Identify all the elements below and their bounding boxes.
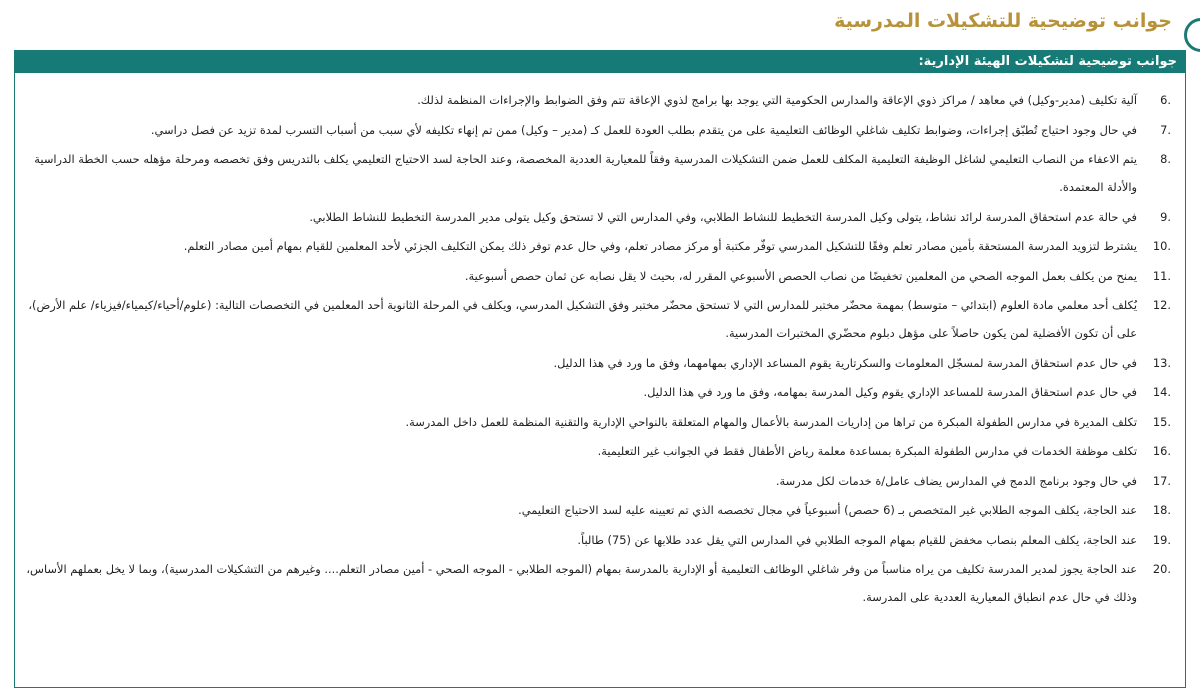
item-text: يشترط لتزويد المدرسة المستحقة بأمين مصادر تعلم وفقًا للتشكيل المدرسي توفّر مكتبة أو مركز مصادر تعلم، وفي حال عدم توفر ذلك يمكن التكليف الجزئي لأحد المعلمين للقيام بمهام أمين مصادر التعلم. (183, 239, 1137, 253)
item-number: .17 (1152, 473, 1171, 488)
item-number: .7 (1160, 122, 1171, 137)
item-number: .6 (1160, 93, 1171, 107)
item-text: يُكلف أحد معلمي مادة العلوم (ابتدائي – متوسط) بمهمة محضّر مختبر للمدارس التي لا تستحق محضّر مختبر وفق التشكيل المدرسي، ويكلف في المرحلة الثانوية أحد المعلمين في التخصصات التالية: (علوم/أحياء/كيمياء/فيزياء/ علم الأرض)، على أن تكون الأفضلية لمن يكون حاصلاً على مؤهل دبلوم محضّري المختبرات المدرسية. (28, 298, 1137, 340)
list-item (25, 378, 1171, 406)
list-item (25, 408, 1171, 436)
item-number: .19 (1152, 532, 1171, 547)
item-text: تكلف موظفة الخدمات في مدارس الطفولة المبكرة بمساعدة معلمة رياض الأطفال فقط في الجوانب غير التعليمية. (597, 444, 1137, 458)
list-item (25, 437, 1171, 465)
items-list (15, 73, 1185, 611)
item-text: يمنح من يكلف بعمل الموجه الصحي من المعلمين تخفيضًا من نصاب الحصص الأسبوعي المقرر له، بحيث لا يقل نصابه عن ثمان حصص أسبوعية. (464, 268, 1137, 283)
item-number: .18 (1152, 503, 1171, 517)
list-item (25, 262, 1171, 290)
item-number: .12 (1152, 298, 1171, 312)
list-item (25, 116, 1171, 144)
list-item (25, 232, 1171, 260)
panel-header: جوانب توضيحية لتشكيلات الهيئة الإدارية: (15, 51, 1185, 73)
item-text: في حال عدم استحقاق المدرسة لمسجّل المعلومات والسكرتارية يقوم المساعد الإداري بمهامهما، وفق ما ورد في هذا الدليل. (553, 355, 1137, 370)
list-item (25, 496, 1171, 524)
list-item (25, 349, 1171, 377)
list-item (25, 203, 1171, 231)
item-text: عند الحاجة، يكلف الموجه الطلابي غير المتخصص بـ (6 حصص) أسبوعياً في مجال تخصصه الذي تم تعيينه عليه لسد الاحتياج التعليمي. (518, 503, 1137, 517)
item-number: .15 (1152, 414, 1171, 429)
item-text: عند الحاجة، يكلف المعلم بنصاب مخفض للقيام بمهام الموجه الطلابي في المدارس التي يقل عدد طلابها عن (75) طالباً. (577, 532, 1137, 547)
corner-ring-decoration (1184, 18, 1200, 52)
list-item (25, 145, 1171, 201)
item-text: في حال عدم استحقاق المدرسة للمساعد الإداري يقوم وكيل المدرسة بمهامه، وفق ما ورد في هذا الدليل. (643, 385, 1137, 399)
item-number: .11 (1152, 268, 1171, 283)
item-number: .14 (1152, 385, 1171, 399)
list-item (25, 291, 1171, 347)
item-text: يتم الاعفاء من النصاب التعليمي لشاغل الوظيفة التعليمية المكلف للعمل ضمن التشكيلات المدرسية وفقاً للمعيارية العددية المخصصة، وعند الحاجة لسد الاحتياج التعليمي يكلف بالتدريس وفق تخصصه ومرحلة مؤهله حسب الخطة الدراسية والأدلة المعتمدة. (34, 152, 1137, 194)
item-number: .10 (1152, 239, 1171, 253)
item-text: في حالة عدم استحقاق المدرسة لرائد نشاط، يتولى وكيل المدرسة التخطيط للنشاط الطلابي، وفي المدارس التي لا تستحق وكيل يتولى مدير المدرسة التخطيط للنشاط الطلابي. (309, 209, 1137, 224)
item-number: .13 (1152, 355, 1171, 370)
item-number: .8 (1160, 152, 1171, 166)
item-text: تكلف المديرة في مدارس الطفولة المبكرة من تراها من إداريات المدرسة بالأعمال والمهام المتعلقة بالنواحي الإدارية والتقنية المنظمة للعمل داخل المدرسة. (405, 414, 1137, 429)
list-item (25, 555, 1171, 611)
page-title: جوانب توضيحية للتشكيلات المدرسية (834, 10, 1172, 32)
item-text: عند الحاجة يجوز لمدير المدرسة تكليف من يراه مناسباً من وفر شاغلي الوظائف التعليمية أو الإدارية بالمدرسة بمهام (الموجه الطلابي - الموجه الصحي - أمين مصادر التعلم.... وغيرهم من التشكيلات المدرسية)، وبما لا يخل بعملهم الأساس، وذلك في حال عدم انطباق المعيارية العددية على المدرسة. (26, 562, 1137, 604)
list-item (25, 526, 1171, 554)
item-text: في حال وجود برنامج الدمج في المدارس يضاف عامل/ة خدمات لكل مدرسة. (775, 473, 1137, 488)
list-item (25, 467, 1171, 495)
content-panel (14, 50, 1186, 688)
item-number: .9 (1160, 209, 1171, 224)
list-item (25, 86, 1171, 114)
item-number: .16 (1152, 444, 1171, 458)
item-number: .20 (1152, 562, 1171, 576)
item-text: في حال وجود احتياج تُطبّق إجراءات، وضوابط تكليف شاغلي الوظائف التعليمية على من يتقدم بطلب العودة للعمل كـ (مدير – وكيل) ممن تم إنهاء تكليفه لأي سبب من أسباب التسرب لمدة تزيد عن فصل دراسي. (150, 122, 1137, 137)
item-text: آلية تكليف (مدير-وكيل) في معاهد / مراكز ذوي الإعاقة والمدارس الحكومية التي يوجد بها برامج لذوي الإعاقة تتم وفق الضوابط والإجراءات المنظمة لذلك. (417, 93, 1137, 107)
